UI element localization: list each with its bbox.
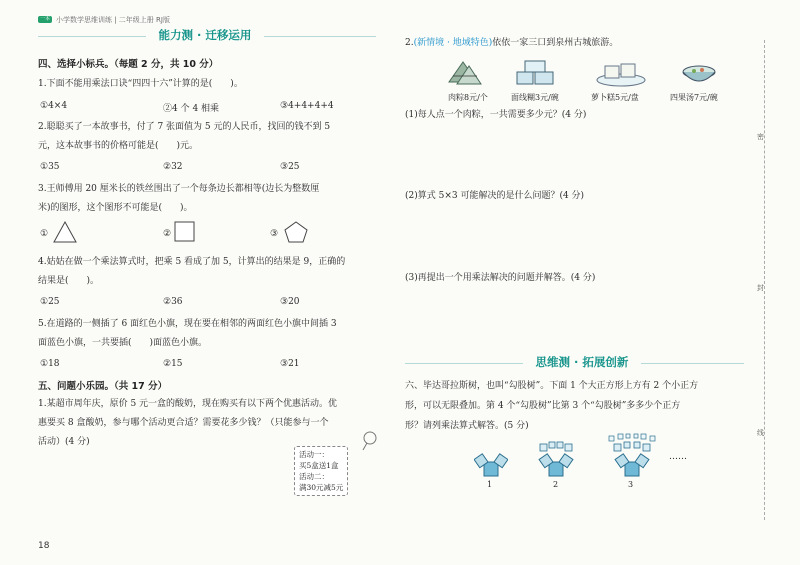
part5-title: 五、问题小乐园。（共 17 分） — [38, 381, 168, 392]
option-c: ③21 — [280, 359, 300, 369]
option-c: ③ — [270, 229, 279, 239]
option-c: ③25 — [280, 162, 300, 172]
food-caption: 面线糊3元/碗 — [511, 93, 559, 102]
binding-label: 线 — [757, 426, 764, 440]
ellipsis: …… — [669, 452, 687, 462]
sub-question-2: (2)算式 5×3 可能解决的是什么问题？(4 分) — [405, 191, 585, 201]
section-divider — [38, 36, 146, 37]
question-4-line2: 结果是( )。 — [38, 276, 100, 286]
section-divider — [405, 363, 523, 364]
sub-question-3: (3)再提出一个用乘法解决的问题并解答。(4 分) — [405, 273, 596, 283]
binding-label: 密 — [757, 130, 764, 144]
promo-detail-2: 满30元减5元 — [299, 483, 344, 492]
question-5-line1: 5.在道路的一侧插了 6 面红色小旗，现在要在相邻的两面红色小旗中间插 3 — [38, 319, 337, 329]
question-number: 2. — [405, 38, 414, 48]
square-shape — [174, 221, 196, 243]
option-a: ①4×4 — [40, 101, 68, 111]
promo-label-2: 活动二： — [299, 472, 329, 481]
question-1: 1.下面不能用乘法口诀“四四十六”计算的是( )。 — [38, 79, 243, 89]
option-b: ② — [163, 229, 172, 239]
option-b: ②32 — [163, 162, 183, 172]
question-3-line1: 3.王师傅用 20 厘米长的铁丝围出了一个每条边长都相等(边长为整数厘 — [38, 184, 320, 194]
tree-label: 3 — [628, 480, 634, 489]
question-4-line1: 4.姑姑在做一个乘法算式时，把乘 5 看成了加 5，计算出的结果是 9，正确的 — [38, 257, 346, 267]
context-tag: (新情境 · 地域特色) — [413, 38, 493, 48]
food-caption: 四果汤7元/碗 — [670, 93, 718, 102]
option-a: ①35 — [40, 162, 60, 172]
section-divider — [264, 36, 376, 37]
question-6-line3: 形？请列乘法算式解答。(5 分) — [405, 421, 529, 431]
triangle-shape — [52, 220, 78, 244]
pythagoras-tree-1 — [474, 446, 508, 478]
pythagoras-tree-3 — [606, 432, 658, 478]
question-text: 依依一家三口到泉州古城旅游。 — [492, 38, 619, 48]
section-title-ability: 能力测 · 迁移运用 — [158, 28, 252, 42]
sub-question-1: (1)每人点一个肉粽，一共需要多少元？(4 分) — [405, 110, 587, 120]
pythagoras-tree-2 — [536, 440, 576, 478]
question-6-line2: 形，可以无限叠加。第 4 个“勾股树”比第 3 个“勾股树”多多少个正方 — [405, 401, 681, 411]
promo-detail-1: 买5盒送1盒 — [299, 461, 339, 470]
option-b: ②15 — [163, 359, 183, 369]
page-number: 18 — [38, 541, 50, 551]
pin-icon — [360, 430, 380, 452]
problem-1-line3: 活动）(4 分) — [38, 437, 90, 447]
section-divider — [641, 363, 744, 364]
turnip-cake-icon — [595, 60, 647, 88]
brand-logo: 一本 — [39, 16, 50, 22]
option-a: ①25 — [40, 297, 60, 307]
question-5-line2: 面蓝色小旗，一共要插( )面蓝色小旗。 — [38, 338, 208, 348]
question-2-line1: 2.聪聪买了一本故事书，付了 7 张面值为 5 元的人民币，找回的钱不到 5 — [38, 122, 331, 132]
noodle-paste-icon — [513, 58, 559, 88]
section-title-thinking: 思维测 · 拓展创新 — [535, 355, 629, 369]
food-caption: 肉粽8元/个 — [448, 93, 488, 102]
zongzi-icon — [443, 58, 485, 88]
question-2-line2: 元，这本故事书的价格可能是( )元。 — [38, 141, 199, 151]
question-3-line2: 米)的图形，这个图形不可能是( )。 — [38, 203, 193, 213]
binding-label: 封 — [757, 281, 764, 295]
option-c: ③4+4+4+4 — [280, 101, 334, 111]
option-b: ②4 个 4 相乘 — [163, 104, 220, 114]
option-b: ②36 — [163, 297, 183, 307]
promotion-note — [294, 446, 348, 496]
problem-1-line1: 1.某超市周年庆，原价 5 元一盒的酸奶，现在购买有以下两个优惠活动。优 — [38, 399, 338, 409]
option-c: ③20 — [280, 297, 300, 307]
food-caption: 萝卜糕5元/盘 — [591, 93, 639, 102]
header-text: 小学数学思维训练 | 二年级上册 RJ版 — [56, 16, 170, 24]
part4-title: 四、选择小标兵。（每题 2 分，共 10 分） — [38, 59, 219, 70]
problem-1-line2: 惠要买 8 盒酸奶，参与哪个活动更合适？需要花多少钱？（只能参与一个 — [38, 418, 329, 428]
tree-label: 2 — [553, 480, 559, 489]
option-a: ①18 — [40, 359, 60, 369]
option-a: ① — [40, 229, 49, 239]
tree-label: 1 — [487, 480, 493, 489]
question-2-intro — [405, 37, 618, 49]
binding-line — [764, 40, 765, 520]
question-6-line1: 六、毕达哥拉斯树，也叫“勾股树”。下面 1 个大正方形上方有 2 个小正方 — [405, 381, 699, 391]
promo-label-1: 活动一： — [299, 450, 329, 459]
pentagon-shape — [283, 220, 309, 244]
fruit-soup-icon — [680, 60, 718, 88]
